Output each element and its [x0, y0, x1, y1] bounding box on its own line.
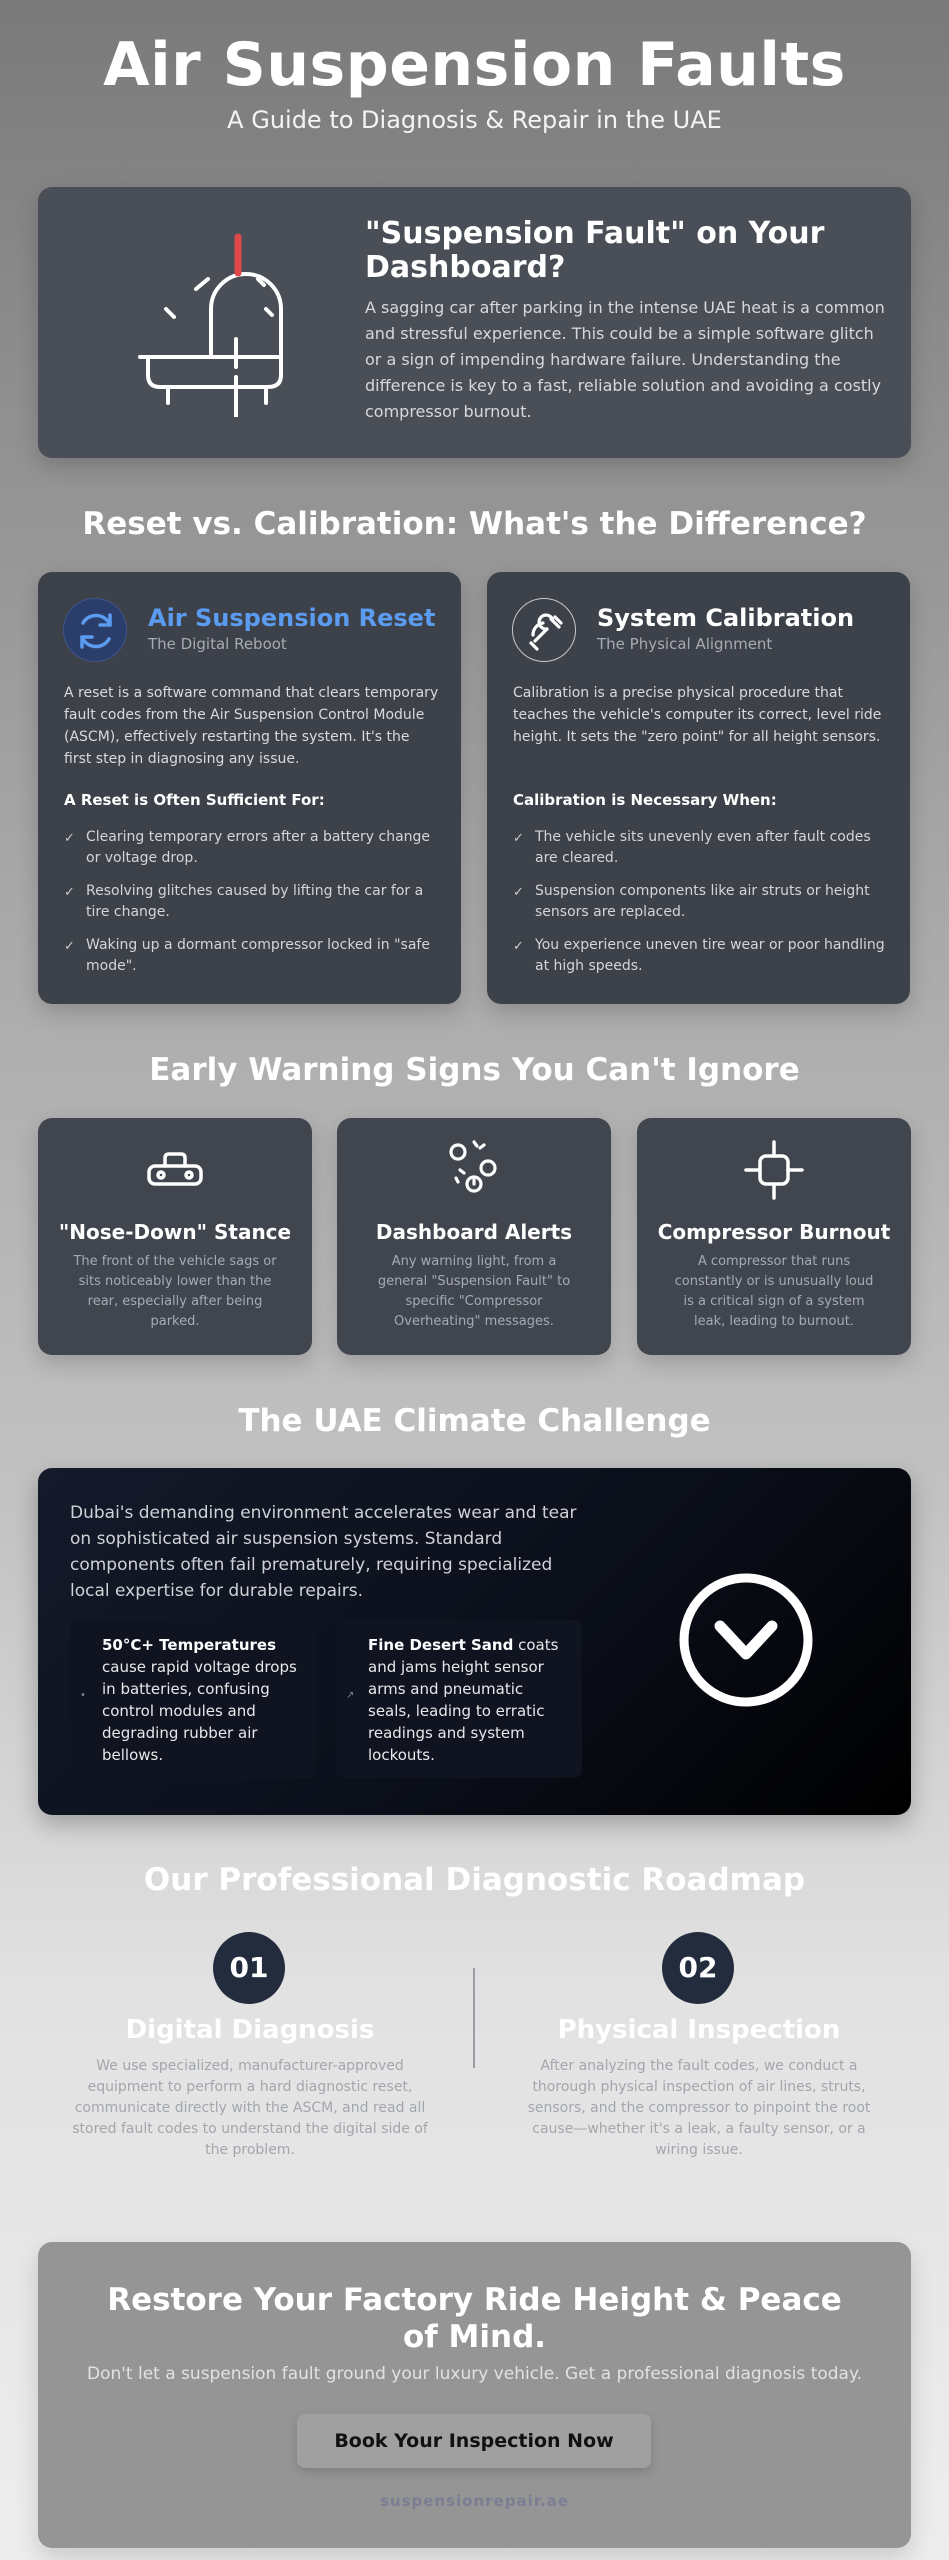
book-inspection-button[interactable]: Book Your Inspection Now	[297, 2414, 651, 2468]
wrench-gauge-icon	[513, 599, 577, 663]
check-icon: ✓	[513, 885, 524, 900]
list-item: ✓ The vehicle sits unevenly even after fault codes are cleared.	[513, 829, 871, 866]
calibration-list-heading: Calibration is Necessary When:	[513, 791, 777, 809]
reset-card-description: A reset is a software command that clears temporary fault codes from the Air Suspension Control Module (ASCM), effectively restarting the system. It's the first step in diagnosing any issue.	[64, 685, 439, 767]
reset-card-title: Air Suspension Reset	[148, 604, 436, 632]
cta-title: Restore Your Factory Ride Height & Peace of Mind.	[107, 2282, 842, 2355]
list-item: ✓ Suspension components like air struts or height sensors are replaced.	[513, 883, 870, 920]
list-item: ✓ Resolving glitches caused by lifting the car for a tire change.	[64, 883, 424, 920]
warning-card-title: Dashboard Alerts	[375, 1220, 573, 1244]
list-item: ✓ Waking up a dormant compressor locked in "safe mode".	[64, 937, 430, 974]
reset-card	[38, 572, 461, 1004]
step-description: We use specialized, manufacturer-approved equipment to perform a hard diagnostic reset, communicate directly with the ASCM, and read all stored fault codes to understand the digital side of the problem.	[72, 2058, 428, 2158]
check-icon: ✓	[64, 939, 75, 954]
compressor-icon	[744, 1140, 804, 1200]
refresh-icon	[64, 599, 128, 663]
reset-list-heading: A Reset is Often Sufficient For:	[64, 791, 325, 809]
cta-card	[38, 2242, 911, 2548]
step-number-badge: 02	[662, 1932, 734, 2004]
check-icon: ✓	[513, 831, 524, 846]
check-icon: ✓	[64, 885, 75, 900]
warnings-section-title: Early Warning Signs You Can't Ignore	[149, 1052, 800, 1088]
check-icon: ✓	[513, 939, 524, 954]
step-title: Physical Inspection	[557, 2015, 841, 2045]
website-link[interactable]: suspensionrepair.ae	[379, 2492, 569, 2510]
cta-subtitle: Don't let a suspension fault ground your luxury vehicle. Get a professional diagnosis today.	[86, 2364, 863, 2384]
warning-card-alerts	[337, 1118, 611, 1355]
climate-box-temperature: • 50°C+ Temperatures cause rapid voltage drops in batteries, confusing control modules and degrading rubber air bellows.	[70, 1620, 316, 1778]
wrench-icon-badge	[512, 598, 576, 662]
chevron-down-circle-icon	[678, 1572, 814, 1708]
reset-list	[64, 827, 439, 989]
list-item: ✓ Clearing temporary errors after a battery change or voltage drop.	[64, 829, 431, 866]
warning-card-title: "Nose-Down" Stance	[58, 1220, 292, 1244]
refresh-icon-badge	[63, 598, 127, 662]
warning-card-stance	[38, 1118, 312, 1355]
warning-card-description: Any warning light, from a general "Suspension Fault" to specific "Compressor Overheating" messages.	[377, 1254, 571, 1329]
step-description: After analyzing the fault codes, we conduct a thorough physical inspection of air lines, struts, sensors, and the compressor to pinpoint the root cause—whether it's a leak, a faulty sensor, or a wiring issue.	[527, 2058, 871, 2158]
step-number-badge: 01	[213, 1932, 285, 2004]
dashboard-alert-icon	[444, 1140, 504, 1200]
intro-title: "Suspension Fault" on Your Dashboard?	[365, 216, 825, 285]
list-item: ✓ You experience uneven tire wear or poor handling at high speeds.	[513, 937, 885, 974]
car-stance-icon	[145, 1140, 205, 1200]
page-title: Air Suspension Faults	[103, 30, 846, 100]
roadmap-section-title: Our Professional Diagnostic Roadmap	[143, 1862, 806, 1898]
bullet-icon: •	[80, 1690, 86, 1701]
warning-card-compressor	[637, 1118, 911, 1355]
climate-card	[38, 1468, 911, 1815]
suspension-fault-icon	[96, 227, 356, 417]
roadmap-divider	[473, 1968, 475, 2068]
warning-card-description: A compressor that runs constantly or is unusually loud is a critical sign of a system leak, leading to burnout.	[674, 1254, 874, 1329]
comparison-section-title: Reset vs. Calibration: What's the Difference?	[82, 506, 867, 542]
page-subtitle: A Guide to Diagnosis & Repair in the UAE	[227, 106, 722, 134]
check-icon: ✓	[64, 831, 75, 846]
calibration-card-subtitle: The Physical Alignment	[597, 635, 773, 653]
climate-section-title: The UAE Climate Challenge	[238, 1403, 711, 1439]
calibration-card	[487, 572, 910, 1004]
calibration-list	[513, 827, 888, 989]
step-title: Digital Diagnosis	[125, 2015, 375, 2045]
climate-box-sand: ↗ Fine Desert Sand coats and jams height sensor arms and pneumatic seals, leading to erratic readings and system lockouts.	[336, 1620, 582, 1778]
climate-intro: Dubai's demanding environment accelerates wear and tear on sophisticated air suspension systems. Standard components often fail prematurely, requiring specialized local expertise for durable repairs.	[70, 1503, 577, 1601]
arrow-icon: ↗	[346, 1690, 355, 1701]
calibration-card-title: System Calibration	[597, 604, 855, 632]
warning-card-description: The front of the vehicle sags or sits noticeably lower than the rear, especially after being parked.	[73, 1254, 277, 1329]
intro-card	[38, 187, 911, 458]
reset-card-subtitle: The Digital Reboot	[148, 635, 287, 653]
calibration-card-description: Calibration is a precise physical procedure that teaches the vehicle's computer its correct, level ride height. It sets the "zero point" for all height sensors.	[513, 685, 882, 745]
warning-card-title: Compressor Burnout	[657, 1220, 891, 1244]
intro-body: A sagging car after parking in the intense UAE heat is a common and stressful experience. This could be a simple software glitch or a sign of impending hardware failure. Understanding the difference is key to a fast, reliable solution and avoiding a costly compressor burnout.	[365, 298, 885, 421]
